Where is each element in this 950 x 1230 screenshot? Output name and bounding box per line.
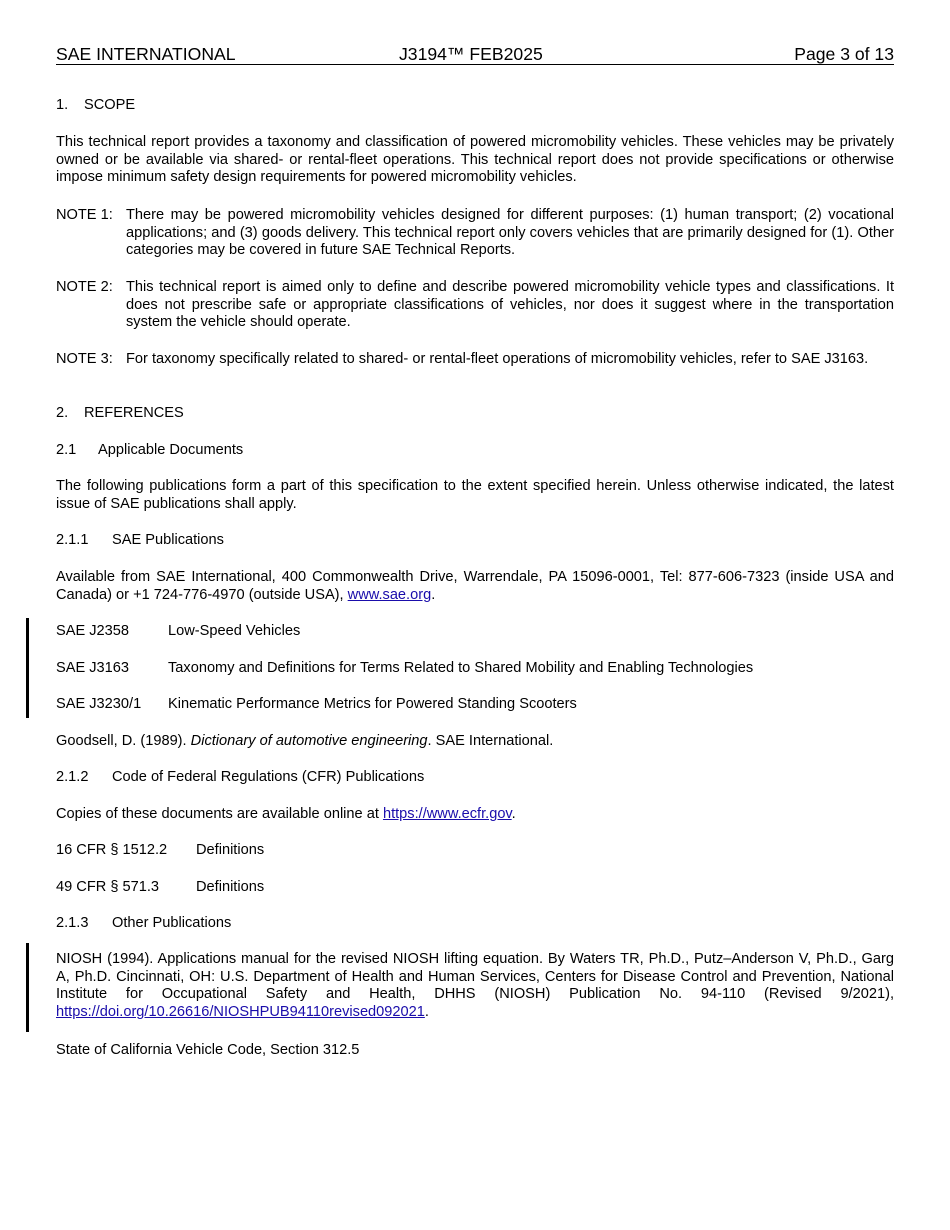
note-label: NOTE 1: <box>56 207 113 223</box>
goodsell-reference: Goodsell, D. (1989). Dictionary of automotive engineering. SAE International. <box>56 733 554 749</box>
scope-paragraph: This technical report provides a taxonomy and classification of powered micromobility vehicles. These vehicles may be privately owned or be available via shared- or rental-fleet operations. This technical report does not provide specifications or otherwise impose minimum safety design requirements for powered micromobility vehicles. <box>56 134 894 186</box>
note-text: For taxonomy specifically related to shared- or rental-fleet operations of micromobility vehicles, refer to SAE J3163. <box>126 351 869 367</box>
cfr-availability-paragraph: Copies of these documents are available online at https://www.ecfr.gov. <box>56 806 516 822</box>
sae-availability-paragraph: Available from SAE International, 400 Commonwealth Drive, Warrendale, PA 15096-0001, Tel: 877-606-7323 (inside USA and Canada) or +1 724-776-4970 (outside USA), www.sae.org. <box>56 569 894 603</box>
niosh-doi-link[interactable]: https://doi.org/10.26616/NIOSHPUB94110revised092021 <box>56 1003 425 1020</box>
applicable-documents-paragraph: The following publications form a part of this specification to the extent specified herein. Unless otherwise indicated, the latest issue of SAE publications shall apply. <box>56 478 894 512</box>
header-page-number: Page 3 of 13 <box>794 44 894 64</box>
section-heading-cfr-publications: 2.1.2 Code of Federal Regulations (CFR) Publications <box>56 769 425 785</box>
header-doc-id: J3194™ FEB2025 <box>399 44 543 64</box>
section-heading-applicable-documents: 2.1 Applicable Documents <box>56 442 244 458</box>
reference-item: SAE J3163 Taxonomy and Definitions for Terms Related to Shared Mobility and Enabling Technologies <box>56 660 754 676</box>
section-heading-sae-publications: 2.1.1 SAE Publications <box>56 532 224 548</box>
page-header <box>56 44 894 65</box>
ecfr-link[interactable]: https://www.ecfr.gov <box>382 806 512 822</box>
reference-item: 16 CFR § 1512.2 Definitions <box>56 842 265 858</box>
note-text: There may be powered micromobility vehicles designed for different purposes: (1) human transport; (2) vocational applications; and (3) goods delivery. This technical report only covers vehicles that are primarily designed for (1). Other categories may be covered in future SAE Technical Reports. <box>126 207 894 259</box>
note-label: NOTE 3: <box>56 351 113 367</box>
note-label: NOTE 2: <box>56 279 113 295</box>
reference-item: SAE J3230/1 Kinematic Performance Metrics for Powered Standing Scooters <box>56 696 577 712</box>
sae-website-link[interactable]: www.sae.org <box>347 586 432 603</box>
section-heading-other-publications: 2.1.3 Other Publications <box>56 915 232 931</box>
reference-item: SAE J2358 Low-Speed Vehicles <box>56 623 301 639</box>
niosh-reference: NIOSH (1994). Applications manual for the revised NIOSH lifting equation. By Waters TR, Ph.D., Putz–Anderson V, Ph.D., Garg A, Ph.D. Cincinnati, OH: U.S. Department of Health and Human Services, Centers for Disease Control and Prevention, National Institute for Occupational Safety and Health, DHHS (NIOSH) Publication No. 94-110 (Revised 9/2021), https://doi.org/10.26616/NIOSHPUB94110revised092021. <box>56 951 894 1020</box>
section-heading-scope: 1. SCOPE <box>56 97 136 113</box>
california-code-reference: State of California Vehicle Code, Section 312.5 <box>56 1042 360 1058</box>
note-text: This technical report is aimed only to define and describe powered micromobility vehicle types and classifications. It does not prescribe safe or appropriate classifications of vehicles, nor does it suggest where in the transportation system the vehicle should operate. <box>126 279 894 331</box>
header-org: SAE INTERNATIONAL <box>56 44 236 64</box>
change-bar <box>26 943 29 1032</box>
change-bar <box>26 618 29 718</box>
reference-item: 49 CFR § 571.3 Definitions <box>56 879 265 895</box>
section-heading-references: 2. REFERENCES <box>56 405 184 421</box>
